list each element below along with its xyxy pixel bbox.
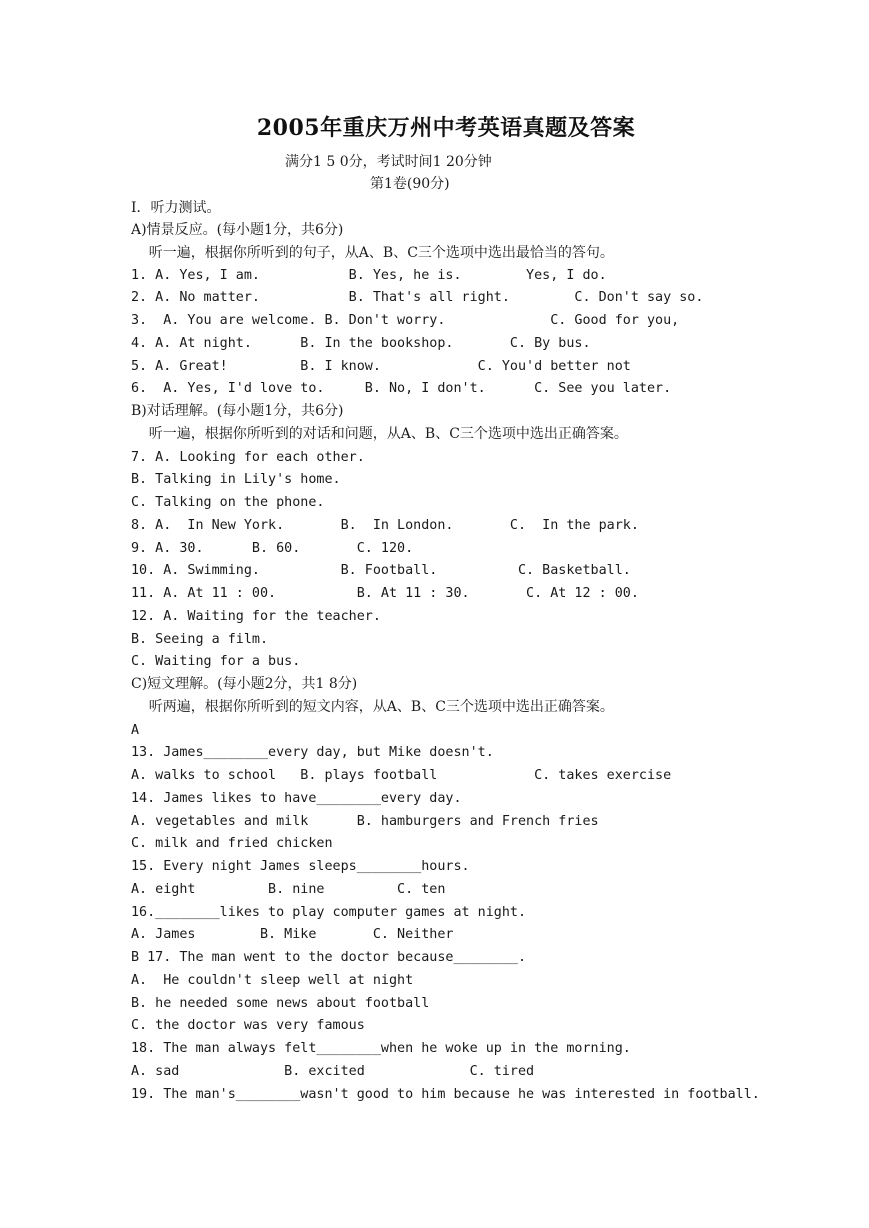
paper-section-heading: 第1卷(90分) <box>370 176 450 192</box>
instruction-text: 听一遍，根据你所听到的句子，从A、B、C三个选项中选出最恰当的答句。 <box>131 245 614 261</box>
option-line: A. walks to school B. plays football C. takes exercise <box>131 768 672 783</box>
question-line: 18. The man always felt________when he woke up in the morning. <box>131 1041 631 1056</box>
question-line: 7. A. Looking for each other. <box>131 450 365 465</box>
part-heading: B)对话理解。(每小题1分，共6分) <box>131 403 344 419</box>
question-line: 1. A. Yes, I am. B. Yes, he is. Yes, I do. <box>131 268 607 283</box>
instruction-text: 听两遍，根据你所听到的短文内容，从A、B、C三个选项中选出正确答案。 <box>131 699 614 715</box>
question-line: 12. A. Waiting for the teacher. <box>131 609 381 624</box>
question-line: 8. A. In New York. B. In London. C. In the park. <box>131 518 639 533</box>
question-line: 15. Every night James sleeps________hours. <box>131 859 470 874</box>
question-line: 2. A. No matter. B. That's all right. C. Don't say so. <box>131 290 704 305</box>
option-line: A. sad B. excited C. tired <box>131 1064 535 1079</box>
option-line: A. James B. Mike C. Neither <box>131 927 454 942</box>
question-line: 5. A. Great! B. I know. C. You'd better not <box>131 359 631 374</box>
option-line: B. Talking in Lily's home. <box>131 472 341 487</box>
part-heading: C)短文理解。(每小题2分，共1 8分) <box>131 676 358 692</box>
option-line: C. Talking on the phone. <box>131 495 325 510</box>
option-line: C. milk and fried chicken <box>131 836 333 851</box>
option-line: C. the doctor was very famous <box>131 1018 365 1033</box>
part-heading: A)情景反应。(每小题1分，共6分) <box>131 222 344 238</box>
question-line: 13. James________every day, but Mike doesn't. <box>131 745 494 760</box>
question-line: B 17. The man went to the doctor because________. <box>131 950 527 965</box>
question-line: 6. A. Yes, I'd love to. B. No, I don't. C. See you later. <box>131 381 672 396</box>
question-line: 3. A. You are welcome. B. Don't worry. C. Good for you, <box>131 313 680 328</box>
question-line: 11. A. At 11 : 00. B. At 11 : 30. C. At 12 : 00. <box>131 586 639 601</box>
option-line: C. Waiting for a bus. <box>131 654 301 669</box>
option-line: B. Seeing a film. <box>131 632 269 647</box>
option-line: A. vegetables and milk B. hamburgers and French fries <box>131 814 599 829</box>
instruction-text: 听一遍，根据你所听到的对话和问题，从A、B、C三个选项中选出正确答案。 <box>131 426 628 442</box>
option-line: A. He couldn't sleep well at night <box>131 973 414 988</box>
question-line: 16.________likes to play computer games at night. <box>131 905 527 920</box>
question-line: 9. A. 30. B. 60. C. 120. <box>131 541 414 556</box>
question-line: 14. James likes to have________every day. <box>131 791 462 806</box>
section-heading: I．听力测试。 <box>131 200 221 216</box>
score-info: 满分1 5 0分，考试时间1 20分钟 <box>285 154 492 170</box>
passage-label: A <box>131 723 140 738</box>
document-title: 2005年重庆万州中考英语真题及答案 <box>256 115 636 141</box>
option-line: B. he needed some news about football <box>131 996 430 1011</box>
question-line: 4. A. At night. B. In the bookshop. C. By bus. <box>131 336 591 351</box>
option-line: A. eight B. nine C. ten <box>131 882 446 897</box>
question-line: 10. A. Swimming. B. Football. C. Basketball. <box>131 563 631 578</box>
question-line: 19. The man's________wasn't good to him because he was interested in football. <box>131 1087 760 1102</box>
